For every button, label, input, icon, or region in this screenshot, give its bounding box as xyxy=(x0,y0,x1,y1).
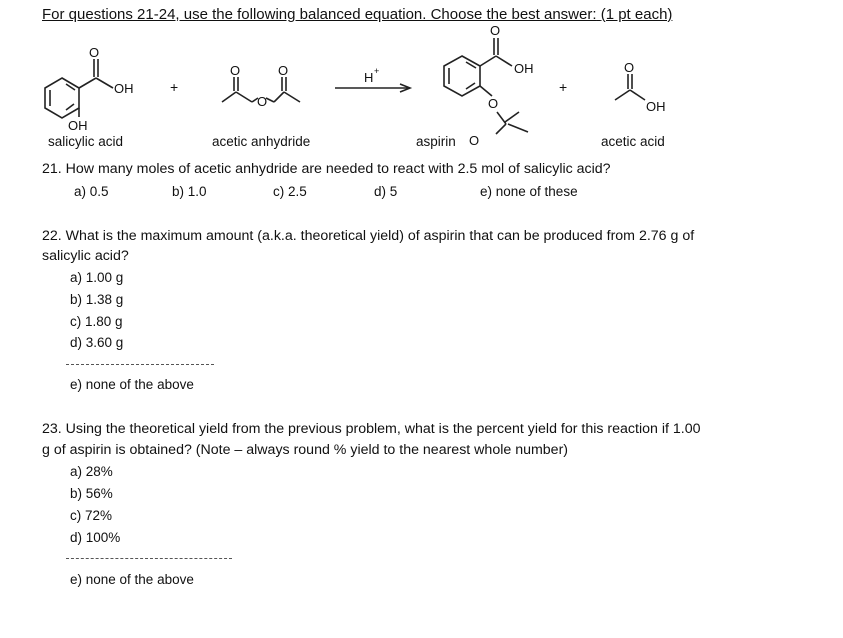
question-23-line2: g of aspirin is obtained? (Note – always round % yield to the nearest whole number) xyxy=(42,442,569,458)
catalyst-label: H xyxy=(364,70,374,85)
q23-option-e: e) none of the above xyxy=(70,572,194,587)
salicylic-acid-label: salicylic acid xyxy=(48,134,124,149)
q22-divider xyxy=(66,364,214,365)
q21-option-c: c) 2.5 xyxy=(273,184,307,199)
aspirin-structure xyxy=(444,38,528,134)
question-21-text: 21. How many moles of acetic anhydride are needed to react with 2.5 mol of salicylic acid? xyxy=(42,161,611,177)
acetic-acid-structure xyxy=(615,74,645,100)
asp-ester-o: O xyxy=(488,96,499,111)
aa-bridge-o: O xyxy=(257,94,268,109)
points-note: (1 pt each) xyxy=(600,6,673,23)
question-22-line2: salicylic acid? xyxy=(42,248,129,264)
acetic-oh: OH xyxy=(646,99,666,114)
q23-divider xyxy=(66,558,232,559)
question-23-line1: 23. Using the theoretical yield from the previous problem, what is the percent yield for this reaction if 1.00 xyxy=(42,421,701,437)
catalyst-charge: + xyxy=(374,66,380,76)
acetic-anhydride-label: acetic anhydride xyxy=(212,134,311,149)
q21-option-b: b) 1.0 xyxy=(172,184,207,199)
salicylic-acid-structure xyxy=(45,59,113,118)
sa-carbonyl-o: O xyxy=(89,45,100,60)
q23-option-d: d) 100% xyxy=(70,530,121,545)
plus-sign-2: + xyxy=(559,79,568,95)
q22-option-c: c) 1.80 g xyxy=(70,314,123,329)
q23-option-a: a) 28% xyxy=(70,464,113,479)
reaction-scheme xyxy=(0,0,843,160)
q21-option-e: e) none of these xyxy=(480,184,578,199)
q22-option-a: a) 1.00 g xyxy=(70,270,124,285)
q22-option-e: e) none of the above xyxy=(70,377,194,392)
aspirin-label: aspirin xyxy=(416,134,456,149)
q23-option-b: b) 56% xyxy=(70,486,113,501)
reaction-arrow xyxy=(335,84,410,92)
q22-option-d: d) 3.60 g xyxy=(70,335,124,350)
plus-sign-1: + xyxy=(170,79,179,95)
q21-option-d: d) 5 xyxy=(374,184,398,199)
acetic-acid-label: acetic acid xyxy=(601,134,665,149)
asp-oh: OH xyxy=(514,61,534,76)
acetic-o: O xyxy=(624,60,635,75)
asp-acetyl-o: O xyxy=(469,133,480,148)
question-22-line1: 22. What is the maximum amount (a.k.a. theoretical yield) of aspirin that can be produced from 2.76 g of xyxy=(42,228,695,244)
aa-o2: O xyxy=(278,63,289,78)
q21-option-a: a) 0.5 xyxy=(74,184,109,199)
instructions-text: For questions 21-24, use the following balanced equation. Choose the best answer: xyxy=(42,6,597,23)
q23-option-c: c) 72% xyxy=(70,508,113,523)
sa-oh: OH xyxy=(114,81,134,96)
aa-o1: O xyxy=(230,63,241,78)
asp-carbonyl-o: O xyxy=(490,23,501,38)
q22-option-b: b) 1.38 g xyxy=(70,292,124,307)
sa-phenol-oh: OH xyxy=(68,118,88,133)
